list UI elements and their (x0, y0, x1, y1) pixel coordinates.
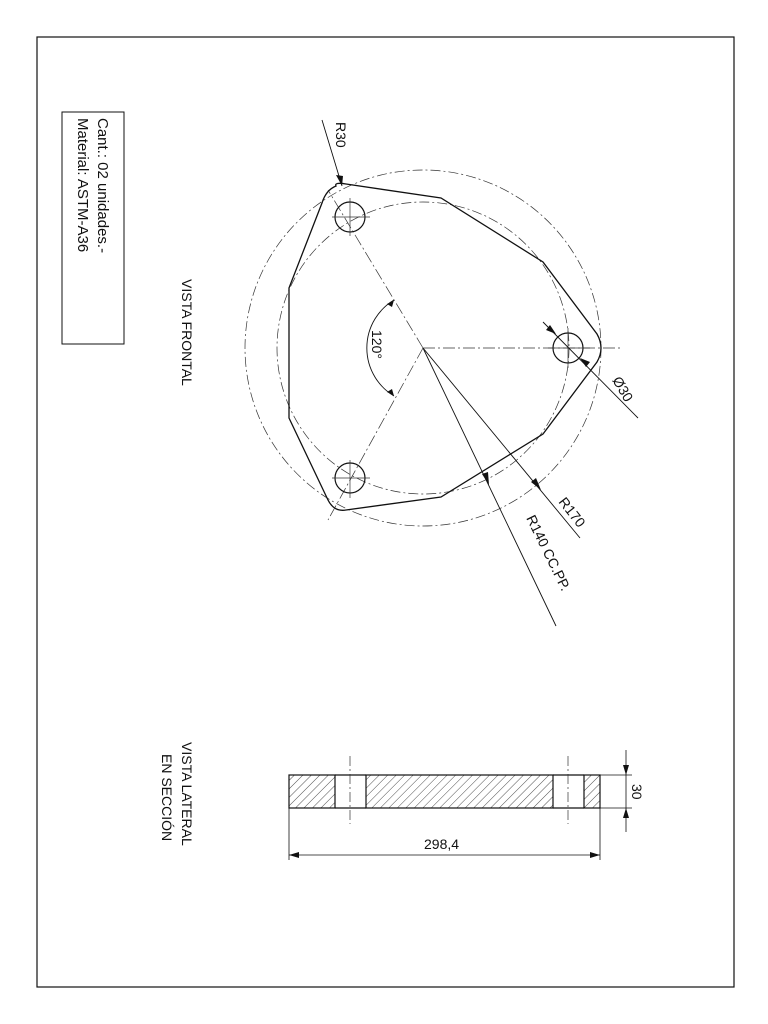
front-view (245, 120, 638, 626)
thickness-label: 30 (629, 784, 645, 800)
r140-leader (423, 348, 556, 626)
section-middle (366, 775, 553, 808)
title-block-box (62, 112, 124, 344)
hole-diameter-label: Ø30 (609, 373, 637, 405)
r140-label: R140 CC.PP. (523, 512, 574, 594)
side-view-title-line1: VISTA LATERAL (179, 742, 195, 846)
angle-label: 120° (369, 330, 385, 359)
section-left (289, 775, 335, 808)
material-text: Material: ASTM-A36 (74, 118, 91, 253)
centerline-to-hole-bottom (328, 348, 423, 520)
quantity-text: Cant.: 02 unidades.- (94, 118, 111, 254)
front-view-title: VISTA FRONTAL (179, 279, 195, 386)
section-right (584, 775, 600, 808)
width-label: 298,4 (424, 836, 460, 852)
r170-label: R170 (555, 493, 589, 531)
plate-outline (289, 183, 601, 510)
sheet-border (37, 37, 734, 987)
r30-label: R30 (333, 122, 349, 148)
centerline-to-hole-top (328, 190, 423, 348)
side-view-title-line2: EN SECCIÓN (159, 754, 175, 842)
side-view (289, 750, 645, 860)
hole-top (332, 198, 370, 236)
r170-leader (423, 348, 580, 538)
